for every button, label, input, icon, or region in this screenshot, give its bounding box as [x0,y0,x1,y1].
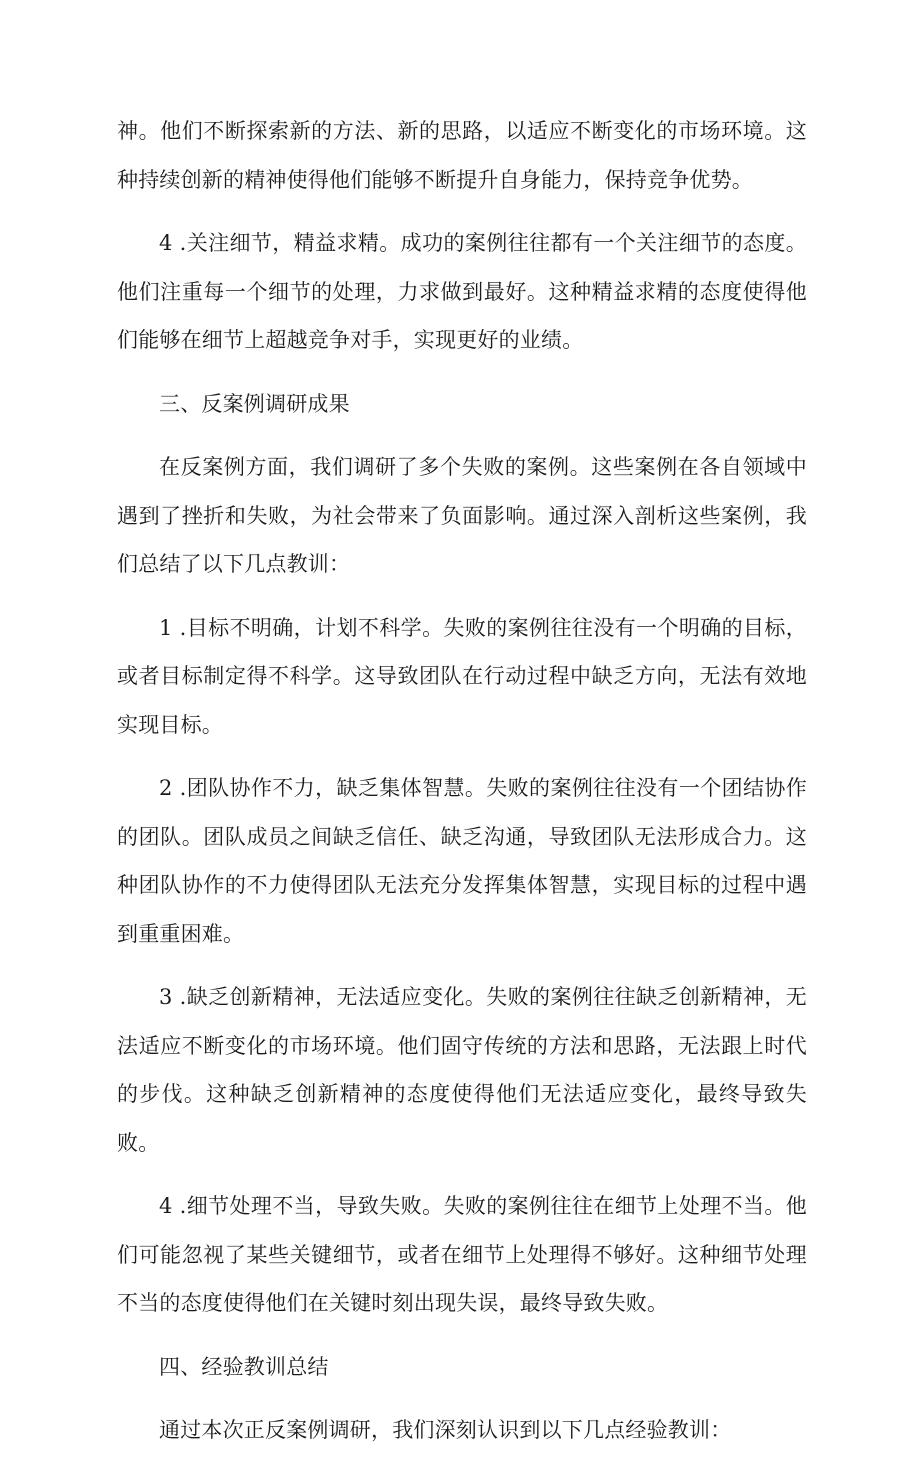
document-body [117,107,807,1470]
paragraph-summary-intro: 通过本次正反案例调研，我们深刻认识到以下几点经验教训： [159,1418,732,1442]
paragraph-intro-failures: 在反案例方面，我们调研了多个失败的案例。这些案例在各自领域中遇到了挫折和失败，为社会带来了负面影响。通过深入剖析这些案例，我们总结了以下几点教训： [117,455,807,576]
section-heading-4: 四、经验教训总结 [159,1354,329,1379]
paragraph-continuation: 神。他们不断探索新的方法、新的思路，以适应不断变化的市场环境。这种持续创新的精神使得他们能够不断提升自身能力，保持竞争优势。 [117,119,807,192]
list-item-failure-3: 3 .缺乏创新精神，无法适应变化。失败的案例往往缺乏创新精神，无法适应不断变化的市场环境。他们固守传统的方法和思路，无法跟上时代的步伐。这种缺乏创新精神的态度使得他们无法适应变化，最终导致失败。 [117,985,807,1155]
list-item-failure-2: 2 .团队协作不力，缺乏集体智慧。失败的案例往往没有一个团结协作的团队。团队成员之间缺乏信任、缺乏沟通，导致团队无法形成合力。这种团队协作的不力使得团队无法充分发挥集体智慧，实现目标的过程中遇到重重困难。 [117,776,807,946]
list-item-failure-4: 4 .细节处理不当，导致失败。失败的案例往往在细节上处理不当。他们可能忽视了某些关键细节，或者在细节上处理得不够好。这种细节处理不当的态度使得他们在关键时刻出现失误，最终导致失败。 [117,1194,807,1315]
list-item-failure-1: 1 .目标不明确，计划不科学。失败的案例往往没有一个明确的目标，或者目标制定得不科学。这导致团队在行动过程中缺乏方向，无法有效地实现目标。 [117,615,807,737]
section-heading-3: 三、反案例调研成果 [159,391,350,416]
list-item-success-4: 4 .关注细节，精益求精。成功的案例往往都有一个关注细节的态度。他们注重每一个细节的处理，力求做到最好。这种精益求精的态度使得他们能够在细节上超越竞争对手，实现更好的业绩。 [117,231,807,352]
